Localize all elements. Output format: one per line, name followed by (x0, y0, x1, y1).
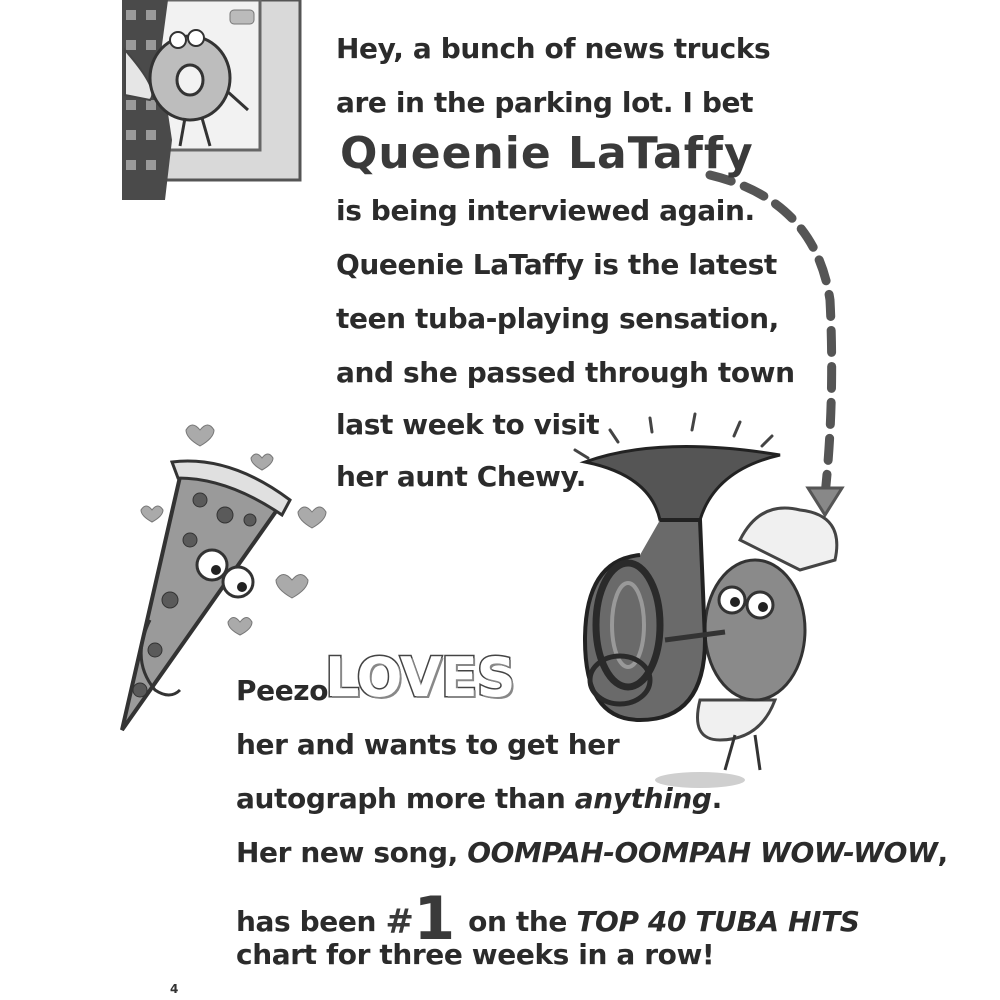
text-segment: . (711, 782, 722, 815)
emphasis-anything: anything (574, 782, 712, 815)
text-line: are in the parking lot. I bet (336, 86, 754, 119)
text-line: is being interviewed again. (336, 194, 755, 227)
text-line: chart for three weeks in a row! (236, 938, 715, 971)
window-bagel-illustration (122, 0, 300, 200)
text-line: Peezo (236, 674, 329, 707)
text-line: and she passed through town (336, 356, 795, 389)
text-line: teen tuba-playing sensation, (336, 302, 779, 335)
text-line: last week to visit (336, 408, 600, 441)
queenie-name-title: Queenie LaTaffy (340, 128, 754, 179)
song-title: OOMPAH-OOMPAH WOW-WOW (467, 836, 938, 869)
text-line (236, 836, 948, 869)
loves-title: LOVES (325, 646, 515, 709)
text-segment: autograph more than (236, 782, 575, 815)
text-line: Queenie LaTaffy is the latest (336, 248, 777, 281)
hash-symbol: # (385, 902, 414, 942)
text-line: her aunt Chewy. (336, 460, 587, 493)
text-segment: on the (458, 905, 577, 938)
chart-name: TOP 40 TUBA HITS (576, 905, 860, 938)
text-segment: , (937, 836, 948, 869)
number-one: 1 (413, 884, 455, 954)
page-number: 4 (170, 982, 179, 996)
text-line: Hey, a bunch of news trucks (336, 32, 771, 65)
text-segment: has been (236, 905, 386, 938)
text-line (236, 782, 722, 815)
text-line: her and wants to get her (236, 728, 620, 761)
text-segment: Her new song, (236, 836, 468, 869)
